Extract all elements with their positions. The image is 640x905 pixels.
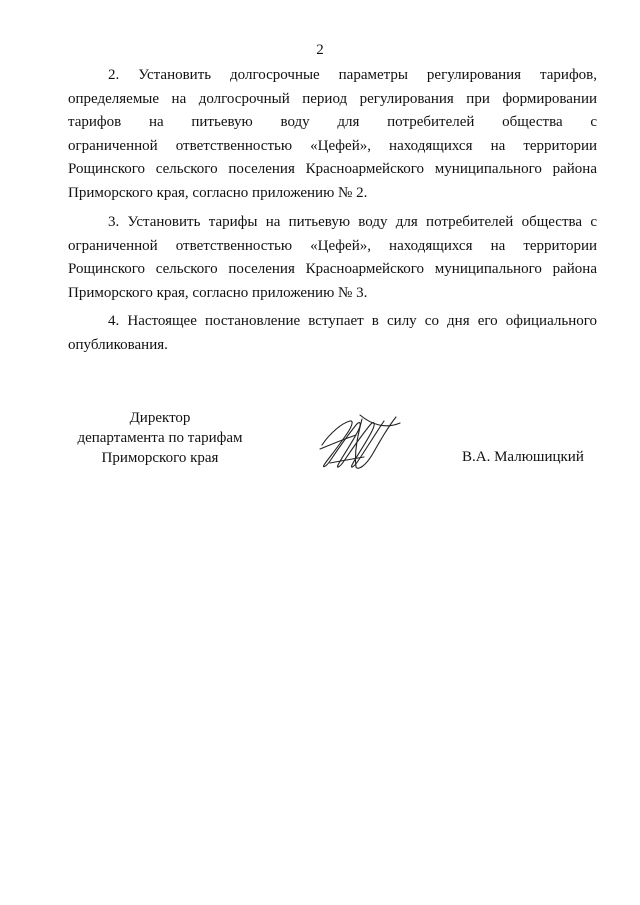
paragraph-line: Приморского края, согласно приложению № 3. [68, 284, 368, 301]
position-line: департамента по тарифам [77, 430, 243, 446]
paragraph-line: определяемые на долгосрочный период регулирования при формировании [68, 90, 597, 107]
paragraph-line: Приморского края, согласно приложению № 2. [68, 184, 368, 201]
paragraph-line: 4. Настоящее постановление вступает в силу со дня его официального [108, 313, 597, 329]
paragraph-line: 2. Установить долгосрочные параметры регулирования тарифов, [108, 67, 597, 83]
paragraph-line: Рощинского сельского поселения Красноармейского муниципального района [68, 261, 597, 277]
paragraph-line: 3. Установить тарифы на питьевую воду для потребителей общества с [108, 214, 597, 230]
paragraph-line: ограниченной ответственностью «Цефей», находящихся на территории [68, 237, 597, 254]
signer-name: В.А. Малюшицкий [462, 449, 584, 465]
paragraph-item-3 [68, 211, 597, 305]
paragraph-item-2 [68, 64, 597, 205]
paragraph-line: Рощинского сельского поселения Красноармейского муниципального района [68, 161, 597, 177]
position-line: Директор [129, 410, 191, 426]
position-line: Приморского края [101, 450, 219, 466]
paragraph-line: опубликования. [68, 336, 168, 353]
signatory-position [60, 408, 260, 468]
handwritten-signature [300, 405, 410, 477]
paragraph-item-4 [68, 310, 597, 357]
paragraph-line: ограниченной ответственностью «Цефей», находящихся на территории [68, 137, 597, 154]
page-number: 2 [316, 42, 324, 58]
paragraph-line: тарифов на питьевую воду для потребителей общества с [68, 114, 597, 130]
